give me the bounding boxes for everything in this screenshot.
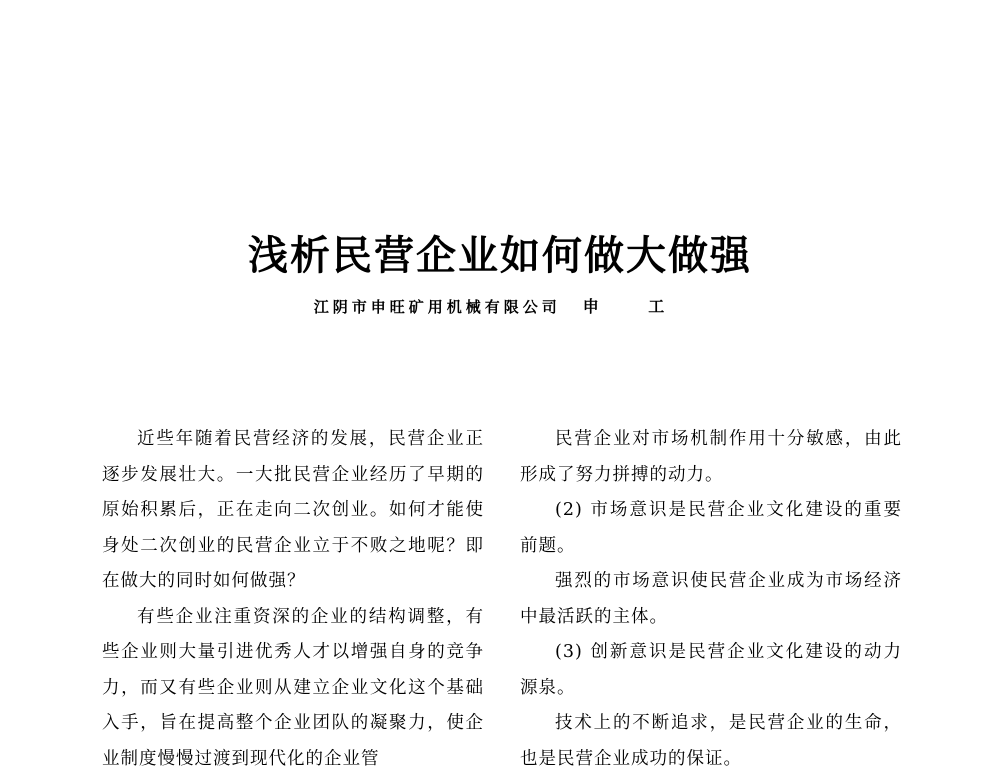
paragraph: 技术上的不断追求，是民营企业的生命，也是民营企业成功的保证。 <box>520 706 902 777</box>
paragraph: 近些年随着民营经济的发展，民营企业正逐步发展壮大。一大批民营企业经历了早期的原始积累后，正在走向二次创业。如何才能使身处二次创业的民营企业立于不败之地呢？即在做大的同时如何做强？ <box>102 422 484 600</box>
paragraph: 民营企业对市场机制作用十分敏感，由此形成了努力拼搏的动力。 <box>520 422 902 493</box>
author-name: 申 工 <box>583 297 687 316</box>
paragraph: 强烈的市场意识使民营企业成为市场经济中最活跃的主体。 <box>520 564 902 635</box>
paragraph: 有些企业注重资深的企业的结构调整，有些企业则大量引进优秀人才以增强自身的竞争力，而又有些企业则从建立企业文化这个基础入手，旨在提高整个企业团队的凝聚力，使企业制度慢慢过渡到现代化的企业管 <box>102 600 484 777</box>
left-column <box>102 422 484 777</box>
right-column <box>520 422 902 777</box>
paragraph: (2) 市场意识是民营企业文化建设的重要前题。 <box>520 493 902 564</box>
author-organization: 江阴市申旺矿用机械有限公司 <box>314 298 561 316</box>
byline <box>0 296 1000 318</box>
paragraph: (3) 创新意识是民营企业文化建设的动力源泉。 <box>520 635 902 706</box>
article-title: 浅析民营企业如何做大做强 <box>0 228 1000 284</box>
